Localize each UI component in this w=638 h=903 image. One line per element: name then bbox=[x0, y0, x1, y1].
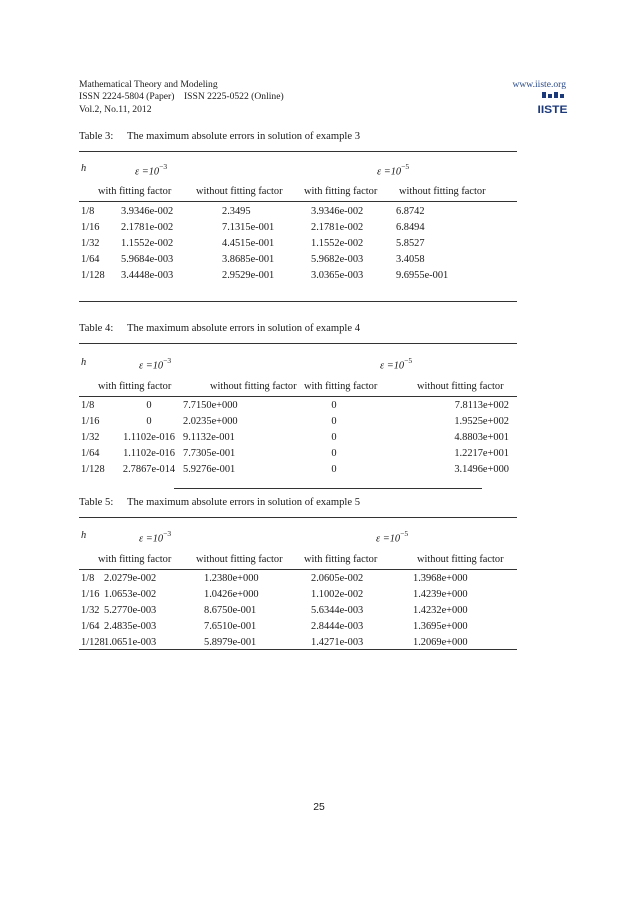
table-cell: 0 bbox=[146, 400, 152, 411]
table-cell: 2.0235e+000 bbox=[183, 416, 238, 427]
row-h-value: 1/128 bbox=[81, 464, 105, 475]
table-caption: Table 5: The maximum absolute errors in solution of example 5 bbox=[79, 497, 361, 508]
column-header: without fitting factor bbox=[417, 554, 504, 565]
table-caption: Table 4: The maximum absolute errors in solution of example 4 bbox=[79, 323, 361, 334]
table-cell: 1.9525e+002 bbox=[454, 416, 509, 427]
table-cell: 5.9276e-001 bbox=[183, 464, 236, 475]
table-cell: 3.8685e-001 bbox=[222, 254, 275, 265]
website-link[interactable]: www.iiste.org bbox=[512, 79, 566, 90]
column-header: without fitting factor bbox=[399, 186, 486, 197]
row-h-value: 1/8 bbox=[81, 573, 95, 584]
table-cell: 1.1552e-002 bbox=[311, 238, 364, 249]
h-header: h bbox=[81, 530, 87, 541]
row-h-value: 1/8 bbox=[81, 206, 95, 217]
table-cell: 5.8527 bbox=[396, 238, 425, 249]
table-cell: 5.6344e-003 bbox=[311, 605, 364, 616]
table-cell: 6.8742 bbox=[396, 206, 425, 217]
table-cell: 2.3495 bbox=[222, 206, 251, 217]
table-cell: 3.1496e+000 bbox=[454, 464, 509, 475]
table-cell: 3.4058 bbox=[396, 254, 425, 265]
column-header: with fitting factor bbox=[304, 186, 378, 197]
epsilon-1-header: $\varepsilon =10^{-3}$ bbox=[139, 356, 172, 372]
table-caption: Table 3: The maximum absolute errors in solution of example 3 bbox=[79, 131, 361, 142]
iiste-logo bbox=[537, 91, 568, 118]
table-cell: 4.4515e-001 bbox=[222, 238, 275, 249]
table-cell: 5.2770e-003 bbox=[104, 605, 157, 616]
h-header: h bbox=[81, 357, 87, 368]
table-cell: 7.8113e+002 bbox=[454, 400, 509, 411]
table-cell: 1.4232e+000 bbox=[413, 605, 468, 616]
table-cell: 0 bbox=[331, 416, 337, 427]
row-h-value: 1/64 bbox=[81, 448, 100, 459]
table-cell: 2.1781e-002 bbox=[121, 222, 174, 233]
table-cell: 0 bbox=[331, 464, 337, 475]
table-cell: 3.0365e-003 bbox=[311, 270, 364, 281]
table-cell: 6.8494 bbox=[396, 222, 425, 233]
table-cell: 7.7150e+000 bbox=[183, 400, 238, 411]
column-header: without fitting factor bbox=[210, 381, 297, 392]
epsilon-2-header: $\varepsilon =10^{-5}$ bbox=[377, 162, 410, 178]
table-cell: 1.4271e-003 bbox=[311, 637, 364, 648]
table-cell: 1.0651e-003 bbox=[104, 637, 157, 648]
table-cell: 5.8979e-001 bbox=[204, 637, 257, 648]
table-3 bbox=[79, 131, 517, 306]
table-cell: 7.6510e-001 bbox=[204, 621, 257, 632]
epsilon-2-header: $\varepsilon =10^{-5}$ bbox=[380, 356, 413, 372]
table-cell: 9.1132e-001 bbox=[183, 432, 235, 443]
column-header: with fitting factor bbox=[304, 381, 378, 392]
table-cell: 1.0653e-002 bbox=[104, 589, 157, 600]
table-cell: 9.6955e-001 bbox=[396, 270, 449, 281]
table-cell: 1.2069e+000 bbox=[413, 637, 468, 648]
table-cell: 0 bbox=[331, 448, 337, 459]
column-header: with fitting factor bbox=[98, 186, 172, 197]
table-cell: 3.9346e-002 bbox=[311, 206, 364, 217]
logo-text: IISTE bbox=[537, 104, 568, 116]
row-h-value: 1/32 bbox=[81, 605, 100, 616]
row-h-value: 1/32 bbox=[81, 238, 100, 249]
table-cell: 3.4448e-003 bbox=[121, 270, 174, 281]
table-cell: 1.1002e-002 bbox=[311, 589, 364, 600]
page-number: 25 bbox=[313, 802, 325, 813]
table-cell: 4.8803e+001 bbox=[454, 432, 509, 443]
table-cell: 2.4835e-003 bbox=[104, 621, 157, 632]
row-h-value: 1/64 bbox=[81, 621, 100, 632]
table-cell: 0 bbox=[331, 400, 337, 411]
table-cell: 0 bbox=[146, 416, 152, 427]
table-cell: 5.9684e-003 bbox=[121, 254, 174, 265]
table-cell: 7.1315e-001 bbox=[222, 222, 275, 233]
row-h-value: 1/128 bbox=[81, 270, 105, 281]
table-cell: 1.0426e+000 bbox=[204, 589, 259, 600]
table-4 bbox=[79, 323, 517, 493]
column-header: without fitting factor bbox=[196, 554, 283, 565]
table-5 bbox=[79, 497, 517, 657]
column-header: without fitting factor bbox=[417, 381, 504, 392]
table-cell: 8.6750e-001 bbox=[204, 605, 257, 616]
row-h-value: 1/128 bbox=[81, 637, 105, 648]
row-h-value: 1/16 bbox=[81, 222, 100, 233]
table-cell: 2.8444e-003 bbox=[311, 621, 364, 632]
table-cell: 0 bbox=[331, 432, 337, 443]
row-h-value: 1/16 bbox=[81, 589, 100, 600]
epsilon-2-header: $\varepsilon =10^{-5}$ bbox=[376, 529, 409, 545]
epsilon-1-header: $\varepsilon =10^{-3}$ bbox=[135, 162, 168, 178]
journal-header bbox=[79, 79, 284, 116]
table-cell: 2.9529e-001 bbox=[222, 270, 275, 281]
table-cell: 2.7867e-014 bbox=[122, 464, 176, 475]
table-cell: 1.3968e+000 bbox=[413, 573, 468, 584]
column-header: with fitting factor bbox=[98, 554, 172, 565]
table-cell: 2.0279e-002 bbox=[104, 573, 157, 584]
column-header: with fitting factor bbox=[98, 381, 172, 392]
table-cell: 1.4239e+000 bbox=[413, 589, 468, 600]
column-header: with fitting factor bbox=[304, 554, 378, 565]
table-cell: 1.1552e-002 bbox=[121, 238, 174, 249]
row-h-value: 1/16 bbox=[81, 416, 100, 427]
table-cell: 2.1781e-002 bbox=[311, 222, 364, 233]
journal-issn: ISSN 2224-5804 (Paper) ISSN 2225-0522 (Online) bbox=[79, 91, 284, 103]
journal-name: Mathematical Theory and Modeling bbox=[79, 79, 218, 90]
h-header: h bbox=[81, 163, 87, 174]
table-cell: 2.0605e-002 bbox=[311, 573, 364, 584]
row-h-value: 1/8 bbox=[81, 400, 95, 411]
table-cell: 1.2217e+001 bbox=[454, 448, 509, 459]
table-cell: 1.2380e+000 bbox=[204, 573, 259, 584]
table-cell: 1.1102e-016 bbox=[123, 432, 175, 443]
table-cell: 1.1102e-016 bbox=[123, 448, 175, 459]
table-cell: 3.9346e-002 bbox=[121, 206, 174, 217]
row-h-value: 1/32 bbox=[81, 432, 100, 443]
epsilon-1-header: $\varepsilon =10^{-3}$ bbox=[139, 529, 172, 545]
column-header: without fitting factor bbox=[196, 186, 283, 197]
row-h-value: 1/64 bbox=[81, 254, 100, 265]
table-cell: 1.3695e+000 bbox=[413, 621, 468, 632]
journal-volume: Vol.2, No.11, 2012 bbox=[79, 103, 152, 115]
table-cell: 7.7305e-001 bbox=[183, 448, 236, 459]
table-cell: 5.9682e-003 bbox=[311, 254, 364, 265]
